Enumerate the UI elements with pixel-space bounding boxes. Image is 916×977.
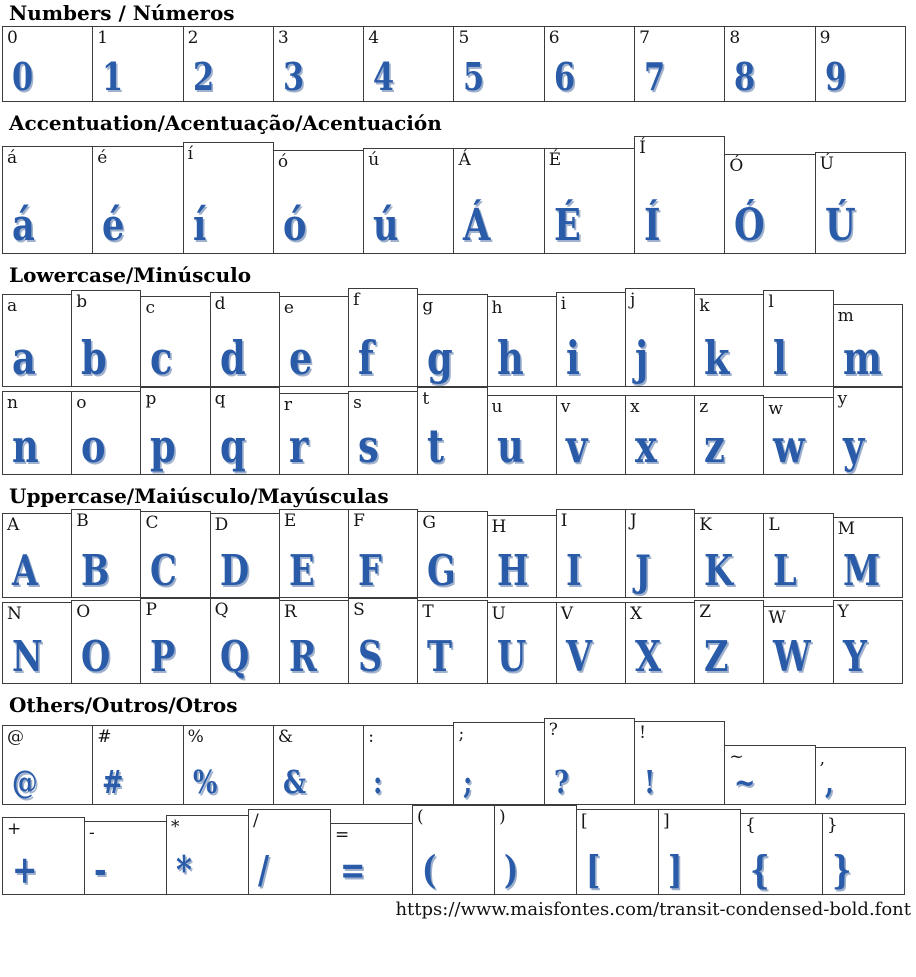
glyph-cell [330,823,413,895]
glyph-reference-label: e [283,298,294,318]
glyph-reference-label: = [335,825,350,845]
glyph-reference-label: Á [458,150,471,170]
glyph-cell [453,148,544,254]
glyph-cell [833,517,903,598]
glyph-reference-label: t [422,389,430,409]
glyph-cell [694,600,764,684]
glyph-reference-label: x [629,397,640,417]
glyph-reference-label: é [97,148,108,168]
glyph-reference-label: Y [837,602,849,622]
glyph-cell [556,292,626,387]
glyph-cell [210,513,280,598]
glyph-cell [71,391,141,475]
glyph-cell [763,513,833,598]
glyph-sample: e [288,330,313,385]
glyph-sample: Á [463,200,491,252]
glyph-cell [417,387,487,475]
glyph-sample: : [373,763,383,802]
glyph-reference-label: o [76,393,87,413]
glyph-cell [348,509,418,598]
glyph-cell [183,725,274,805]
glyph-reference-label: ~ [729,747,744,767]
glyph-reference-label: m [837,306,854,326]
glyph-cell [544,718,635,805]
glyph-reference-label: f [353,290,360,310]
section-title-lowercase: Lowercase/Minúsculo [9,263,252,287]
glyph-cell [833,304,903,387]
glyph-sample: R [288,632,317,682]
glyph-sample: U [496,632,526,682]
glyph-cell [2,294,72,387]
glyph-cell [2,146,93,254]
glyph-sample: L [773,546,798,596]
glyph-sample: g [427,330,454,385]
glyph-sample: } [832,846,852,892]
glyph-sample: * [176,846,192,892]
glyph-reference-label: ] [663,811,670,831]
glyph-cell [348,598,418,684]
glyph-reference-label: ú [368,150,380,170]
glyph-reference-label: : [368,727,374,747]
font-specimen-page [0,2,916,920]
glyph-cell [92,725,183,805]
glyph-cell [140,511,210,598]
glyph-sample: ~ [734,763,756,802]
glyph-sample: P [150,632,176,682]
glyph-cell [2,817,85,895]
glyph-sample: F [358,546,382,596]
glyph-row [2,288,914,387]
glyph-reference-label: 2 [187,28,199,48]
glyph-reference-label: % [187,727,204,747]
glyph-sample: = [340,846,366,892]
glyph-sample: é [102,200,125,252]
glyph-cell [183,26,274,102]
glyph-sample: f [358,330,374,385]
glyph-sample: o [81,418,106,473]
glyph-cell [210,387,280,475]
glyph-cell [625,602,695,684]
glyph-cell [544,148,635,254]
glyph-sample: 8 [734,53,756,99]
glyph-sample: E [288,546,315,596]
glyph-cell [417,511,487,598]
glyph-cell [248,809,331,895]
glyph-sample: - [94,846,107,892]
glyph-reference-label: S [353,600,365,620]
glyph-reference-label: ) [499,807,506,827]
uppercase-table [2,509,914,684]
glyph-sample: a [12,330,36,385]
glyph-reference-label: - [89,823,95,843]
glyph-cell [71,600,141,684]
glyph-reference-label: ( [417,807,424,827]
glyph-cell [625,288,695,387]
glyph-reference-label: L [768,515,780,535]
glyph-reference-label: á [7,148,18,168]
glyph-cell [494,805,577,895]
glyph-reference-label: E [283,511,297,531]
glyph-sample: D [219,546,249,596]
glyph-cell [140,387,210,475]
glyph-cell [724,26,815,102]
glyph-cell [815,26,906,102]
glyph-reference-label: k [699,296,710,316]
glyph-sample: b [81,330,107,385]
glyph-reference-label: { [745,815,756,835]
glyph-cell [833,387,903,475]
glyph-cell [453,26,544,102]
glyph-cell [487,602,557,684]
glyph-sample: É [553,200,581,252]
glyph-cell [694,513,764,598]
glyph-reference-label: 9 [819,28,831,48]
glyph-reference-label: B [76,511,89,531]
glyph-cell [183,142,274,254]
glyph-sample: ; [463,763,473,802]
glyph-cell [279,393,349,475]
glyph-reference-label: G [422,513,436,533]
glyph-sample: á [12,200,35,252]
glyph-row [2,718,914,805]
glyph-cell [556,509,626,598]
glyph-reference-label: I [560,511,568,531]
glyph-sample: ! [644,763,656,802]
glyph-reference-label: l [768,292,774,312]
glyph-sample: J [634,546,651,596]
glyph-cell [763,397,833,475]
glyph-cell [92,26,183,102]
glyph-sample: 5 [463,53,485,99]
glyph-cell [833,600,903,684]
glyph-sample: % [192,763,217,802]
glyph-sample: p [150,418,177,473]
glyph-sample: s [358,418,379,473]
glyph-sample: Q [219,632,249,682]
glyph-sample: í [192,200,206,252]
glyph-reference-label: A [7,515,20,535]
glyph-cell [694,395,764,475]
glyph-reference-label: D [214,515,229,535]
glyph-cell [273,26,364,102]
glyph-reference-label: ? [548,720,558,740]
glyph-sample: + [12,846,38,892]
glyph-sample: v [565,418,588,473]
glyph-cell [363,26,454,102]
glyph-sample: n [12,418,39,473]
glyph-row [2,387,914,475]
glyph-cell [658,809,741,895]
glyph-row [2,509,914,598]
glyph-sample: i [565,330,580,385]
glyph-cell [279,600,349,684]
numbers-table [2,26,914,102]
glyph-cell [348,288,418,387]
glyph-sample: k [704,330,730,385]
glyph-sample: 2 [192,53,214,99]
glyph-sample: @ [12,763,38,802]
section-title-accentuation: Accentuation/Acentuação/Acentuación [9,111,442,135]
glyph-sample: ) [504,846,519,892]
glyph-cell [2,725,93,805]
glyph-sample: I [565,546,582,596]
glyph-cell [210,598,280,684]
glyph-cell [2,26,93,102]
glyph-cell [71,509,141,598]
glyph-reference-label: N [7,604,22,624]
section-title-numbers: Numbers / Números [9,1,235,25]
glyph-reference-label: C [145,513,159,533]
glyph-cell [576,809,659,895]
glyph-cell [92,146,183,254]
glyph-reference-label: 6 [548,28,560,48]
glyph-cell [822,813,905,895]
glyph-cell [694,294,764,387]
glyph-sample: d [219,330,246,385]
glyph-reference-label: Ú [819,154,834,174]
glyph-cell [724,745,815,805]
glyph-sample: ( [422,846,437,892]
glyph-cell [556,395,626,475]
glyph-sample: c [150,330,173,385]
glyph-cell [625,395,695,475]
glyph-reference-label: 0 [7,28,18,48]
glyph-reference-label: , [819,749,826,769]
glyph-row [2,136,914,254]
glyph-reference-label: @ [7,727,24,747]
glyph-sample: 1 [102,53,124,99]
glyph-reference-label: M [837,519,856,539]
glyph-sample: / [258,846,270,892]
glyph-reference-label: / [253,811,259,831]
glyph-cell [279,509,349,598]
glyph-reference-label: 7 [639,28,650,48]
glyph-sample: & [282,763,307,802]
glyph-reference-label: 5 [458,28,470,48]
glyph-sample: 7 [644,53,666,99]
glyph-sample: # [102,763,124,802]
glyph-cell [71,290,141,387]
glyph-reference-label: R [283,602,297,622]
glyph-sample: ] [668,846,683,892]
glyph-sample: j [634,330,649,385]
section-title-others: Others/Outros/Otros [9,693,238,717]
glyph-cell [740,813,823,895]
glyph-reference-label: Ó [729,156,744,176]
section-title-uppercase: Uppercase/Maiúsculo/Mayúsculas [9,484,389,508]
glyph-cell [625,509,695,598]
glyph-reference-label: ; [458,724,465,744]
glyph-sample: Ú [824,200,856,252]
glyph-sample: q [219,418,246,473]
glyph-cell [363,725,454,805]
glyph-cell [724,154,815,254]
glyph-cell [634,136,725,254]
glyph-reference-label: b [76,292,88,312]
glyph-reference-label: + [7,819,22,839]
glyph-reference-label: [ [581,811,588,831]
glyph-reference-label: u [491,397,503,417]
glyph-cell [556,602,626,684]
glyph-cell [2,391,72,475]
glyph-cell [544,26,635,102]
glyph-sample: N [12,632,43,682]
glyph-cell [84,821,167,895]
glyph-reference-label: q [214,389,226,409]
glyph-sample: T [427,632,453,682]
glyph-sample: , [824,763,834,802]
glyph-reference-label: s [353,393,362,413]
glyph-reference-label: T [422,602,434,622]
glyph-reference-label: d [214,294,226,314]
glyph-reference-label: 8 [729,28,741,48]
glyph-sample: C [150,546,178,596]
glyph-reference-label: i [560,294,567,314]
glyph-cell [273,150,364,254]
source-url-text: https://www.maisfontes.com/transit-condensed-bold.font [395,899,911,920]
glyph-sample: y [842,418,865,473]
glyph-sample: h [496,330,524,385]
glyph-cell [634,721,725,805]
glyph-reference-label: X [629,604,643,624]
glyph-reference-label: J [629,511,637,531]
glyph-sample: 9 [824,53,846,99]
glyph-cell [140,296,210,387]
glyph-sample: K [704,546,734,596]
glyph-reference-label: W [768,608,786,628]
glyph-sample: r [288,418,309,473]
glyph-sample: ? [553,763,569,802]
glyph-row [2,598,914,684]
glyph-sample: A [12,546,39,596]
glyph-reference-label: r [283,395,293,415]
glyph-sample: X [634,632,662,682]
glyph-reference-label: c [145,298,155,318]
glyph-cell [273,725,364,805]
glyph-cell [348,391,418,475]
glyph-cell [210,292,280,387]
glyph-reference-label: H [491,517,507,537]
glyph-reference-label: í [187,144,194,164]
glyph-cell [417,600,487,684]
glyph-sample: m [842,330,882,385]
glyph-sample: 0 [12,53,34,99]
glyph-reference-label: a [7,296,18,316]
glyph-sample: 3 [282,53,305,99]
glyph-cell [487,395,557,475]
glyph-cell [763,606,833,684]
glyph-cell [634,26,725,102]
glyph-cell [140,598,210,684]
glyph-reference-label: É [548,150,562,170]
glyph-sample: ú [373,200,399,252]
glyph-reference-label: } [827,815,838,835]
glyph-reference-label: 1 [97,28,109,48]
glyph-reference-label: * [171,817,180,837]
glyph-reference-label: n [7,393,18,413]
lowercase-table [2,288,914,475]
glyph-reference-label: V [560,604,574,624]
glyph-reference-label: z [699,397,709,417]
accentuation-table [2,136,914,254]
glyph-cell [2,513,72,598]
glyph-cell [412,805,495,895]
glyph-sample: W [773,632,812,682]
glyph-sample: 6 [553,53,575,99]
glyph-cell [487,296,557,387]
glyph-row [2,805,914,895]
glyph-sample: Z [704,632,729,682]
glyph-reference-label: K [699,515,712,535]
glyph-reference-label: Q [214,600,229,620]
glyph-reference-label: h [491,298,503,318]
glyph-reference-label: O [76,602,91,622]
glyph-reference-label: j [629,290,636,310]
glyph-sample: Y [842,632,867,682]
glyph-cell [763,290,833,387]
glyph-reference-label: w [768,399,783,419]
glyph-sample: Í [644,200,661,252]
glyph-sample: M [842,546,880,596]
glyph-sample: B [81,546,110,596]
glyph-reference-label: 4 [368,28,380,48]
glyph-row [2,26,914,102]
glyph-reference-label: y [837,389,848,409]
glyph-sample: { [750,846,770,892]
glyph-sample: G [427,546,457,596]
glyph-cell [453,722,544,805]
glyph-reference-label: # [97,727,112,747]
glyph-reference-label: F [353,511,365,531]
glyph-sample: z [704,418,726,473]
glyph-reference-label: & [277,727,294,747]
glyph-sample: 4 [373,53,395,99]
glyph-cell [815,152,906,254]
glyph-sample: x [634,418,657,473]
glyph-cell [487,515,557,598]
glyph-sample: Ó [734,200,766,252]
glyph-sample: w [773,418,806,473]
others-table [2,718,914,895]
glyph-reference-label: ó [277,152,289,172]
glyph-reference-label: p [145,389,157,409]
glyph-sample: V [565,632,592,682]
glyph-cell [815,747,906,805]
glyph-reference-label: U [491,604,506,624]
glyph-reference-label: ! [639,723,646,743]
glyph-cell [166,815,249,895]
glyph-reference-label: Í [639,138,646,158]
glyph-cell [417,294,487,387]
glyph-reference-label: 3 [277,28,289,48]
glyph-sample: O [81,632,111,682]
glyph-sample: [ [586,846,601,892]
glyph-cell [279,296,349,387]
glyph-sample: t [427,418,445,473]
glyph-cell [363,148,454,254]
glyph-reference-label: P [145,600,157,620]
glyph-reference-label: Z [699,602,711,622]
glyph-reference-label: g [422,296,434,316]
glyph-sample: H [496,546,529,596]
glyph-reference-label: v [560,397,571,417]
glyph-sample: u [496,418,524,473]
glyph-cell [2,602,72,684]
glyph-sample: ó [282,200,307,252]
glyph-sample: l [773,330,788,385]
glyph-sample: S [358,632,383,682]
